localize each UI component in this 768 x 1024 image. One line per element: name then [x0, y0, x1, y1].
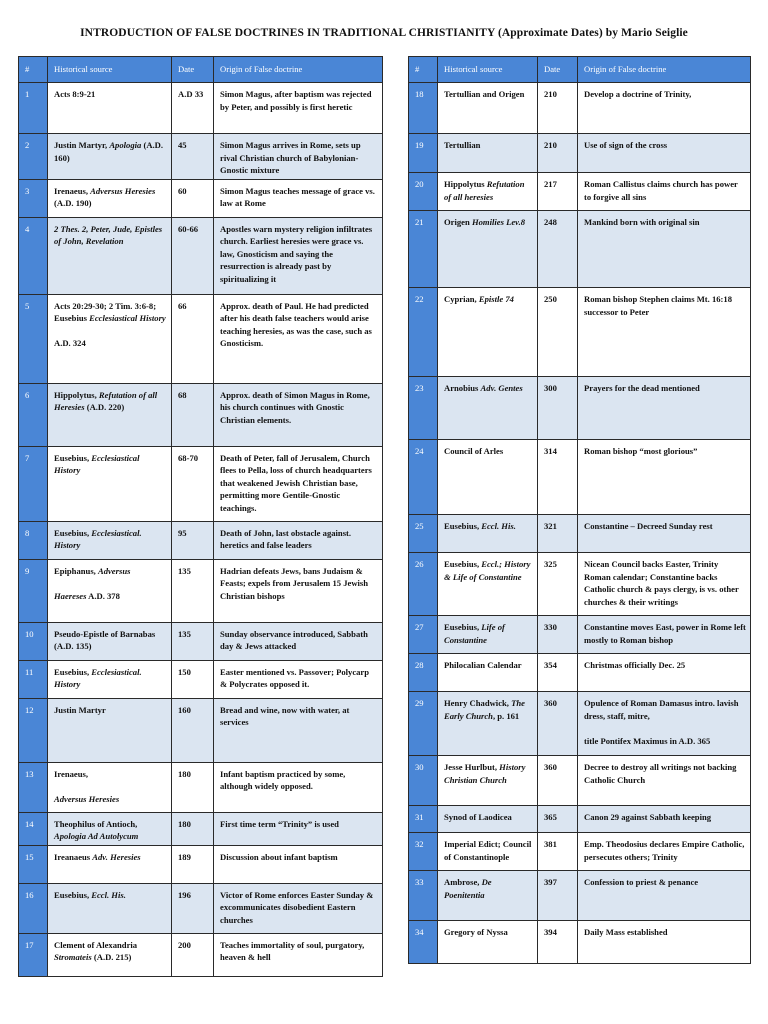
origin-doctrine-cell: Bread and wine, now with water, at services	[214, 698, 383, 762]
date-cell: 68-70	[172, 446, 214, 521]
col-header-num: #	[19, 57, 48, 83]
table-row	[409, 377, 751, 440]
source-text: Adv. Gentes	[480, 383, 523, 393]
row-number: 26	[409, 553, 438, 616]
source-text: , p. 161	[492, 710, 520, 721]
date-cell: 45	[172, 134, 214, 180]
origin-doctrine-cell: Approx. death of Paul. He had predicted after his death false teachers would arise teaching heresies, as was the case, such as Gnosticism.	[214, 294, 383, 383]
source-text: Apologia Ad Autolycum	[54, 831, 139, 841]
source-text: Cyprian,	[444, 294, 479, 304]
source-text: Life of Constantine	[444, 622, 508, 645]
historical-source-cell	[48, 660, 172, 698]
origin-doctrine-cell: Easter mentioned vs. Passover; Polycarp & Polycrates opposed it.	[214, 660, 383, 698]
origin-doctrine-cell: Roman bishop Stephen claims Mt. 16:18 successor to Peter	[578, 288, 751, 377]
date-cell: 68	[172, 383, 214, 446]
origin-doctrine-cell: Daily Mass established	[578, 921, 751, 964]
row-number: 11	[19, 660, 48, 698]
source-text: Ecclesiastical. History	[54, 527, 144, 550]
source-text: (A.D. 215)	[91, 952, 132, 962]
date-cell: 189	[172, 845, 214, 883]
row-number: 34	[409, 921, 438, 964]
historical-source-cell	[48, 294, 172, 383]
source-text: Stromateis	[54, 952, 92, 962]
date-cell: 360	[538, 756, 578, 806]
col-header-origin: Origin of False doctrine	[214, 57, 383, 83]
historical-source-cell	[438, 288, 538, 377]
historical-source-cell	[438, 211, 538, 288]
origin-doctrine-cell: Victor of Rome enforces Easter Sunday & excommunicates disobedient Eastern churches	[214, 883, 383, 933]
table-row	[409, 756, 751, 806]
row-number: 25	[409, 515, 438, 553]
origin-doctrine-cell: Constantine moves East, power in Rome left mostly to Roman bishop	[578, 616, 751, 654]
row-number: 8	[19, 521, 48, 559]
source-text: Adversus Haereses	[54, 565, 131, 601]
source-text: Irenaeus,	[54, 185, 91, 196]
col-header-num: #	[409, 57, 438, 83]
date-cell: 300	[538, 377, 578, 440]
row-number: 9	[19, 559, 48, 622]
date-cell: 160	[172, 698, 214, 762]
source-text: Acts 8:9-21	[54, 89, 96, 99]
historical-source-cell	[48, 845, 172, 883]
doctrine-table-right	[408, 56, 751, 964]
table-row	[19, 521, 383, 559]
source-text: Acts 20:29-30; 2 Tim. 3:6-8; Eusebius	[54, 300, 159, 323]
historical-source-cell	[438, 871, 538, 921]
source-text: Ecclesiastical History	[54, 452, 142, 475]
origin-doctrine-cell: Canon 29 against Sabbath keeping	[578, 806, 751, 833]
source-text: Ambrose,	[444, 877, 482, 887]
table-row	[19, 559, 383, 622]
date-cell: 250	[538, 288, 578, 377]
historical-source-cell	[438, 616, 538, 654]
date-cell: 365	[538, 806, 578, 833]
table-row	[19, 294, 383, 383]
source-text: (A.D. 160)	[54, 140, 166, 163]
date-cell: 196	[172, 883, 214, 933]
date-cell: 314	[538, 440, 578, 515]
source-text: Synod of Laodicea	[444, 812, 512, 822]
source-text: Eusebius,	[54, 527, 92, 538]
row-number: 2	[19, 134, 48, 180]
source-text: Justin Martyr,	[54, 140, 110, 150]
row-number: 21	[409, 211, 438, 288]
date-cell: 60	[172, 179, 214, 217]
source-text: Theophilus of Antioch,	[54, 818, 140, 829]
date-cell: 360	[538, 692, 578, 756]
origin-doctrine-cell: Simon Magus arrives in Rome, sets up rival Christian church of Babylonian-Gnostic mixture	[214, 134, 383, 180]
source-text: Gregory of Nyssa	[444, 927, 508, 937]
origin-doctrine-cell: Decree to destroy all writings not backing Catholic Church	[578, 756, 751, 806]
row-number: 19	[409, 134, 438, 173]
historical-source-cell	[438, 692, 538, 756]
source-text: Arnobius	[444, 383, 481, 393]
col-header-source: Historical source	[438, 57, 538, 83]
source-text: Refutation of all Heresies	[54, 389, 160, 412]
source-text: A.D. 324	[54, 338, 86, 348]
historical-source-cell	[438, 553, 538, 616]
table-row	[19, 883, 383, 933]
row-number: 1	[19, 83, 48, 134]
row-number: 15	[19, 845, 48, 883]
table-row	[409, 871, 751, 921]
origin-doctrine-cell: Develop a doctrine of Trinity,	[578, 83, 751, 134]
date-cell: 394	[538, 921, 578, 964]
row-number: 6	[19, 383, 48, 446]
source-text: Refutation of all heresies	[444, 179, 527, 202]
source-text: History Christian Church	[444, 762, 528, 785]
origin-doctrine-cell: Death of John, last obstacle against. heretics and false leaders	[214, 521, 383, 559]
table-row	[409, 654, 751, 692]
historical-source-cell	[438, 756, 538, 806]
date-cell: 325	[538, 553, 578, 616]
table-row	[19, 217, 383, 294]
source-text: Eusebius,	[54, 452, 92, 463]
historical-source-cell	[48, 134, 172, 180]
date-cell: 95	[172, 521, 214, 559]
source-text: Eusebius,	[444, 521, 482, 531]
source-text: Eusebius,	[54, 666, 92, 677]
historical-source-cell	[438, 377, 538, 440]
table-row	[19, 179, 383, 217]
historical-source-cell	[48, 559, 172, 622]
source-text: Eccl.; History & Life of Constantine	[444, 559, 533, 582]
source-text: Clement of Alexandria	[54, 939, 140, 950]
table-body-left	[19, 83, 383, 977]
origin-doctrine-cell: Approx. death of Simon Magus in Rome, his church continues with Gnostic Christian elements.	[214, 383, 383, 446]
source-text: Adv. Heresies	[92, 851, 141, 862]
date-cell: 397	[538, 871, 578, 921]
row-number: 12	[19, 698, 48, 762]
origin-doctrine-cell: Simon Magus teaches message of grace vs. law at Rome	[214, 179, 383, 217]
table-row	[409, 616, 751, 654]
table-row	[409, 83, 751, 134]
source-text: Eusebius,	[444, 559, 482, 569]
source-text: Epistle 74	[478, 294, 514, 304]
historical-source-cell	[48, 933, 172, 976]
row-number: 3	[19, 179, 48, 217]
row-number: 7	[19, 446, 48, 521]
row-number: 13	[19, 762, 48, 812]
historical-source-cell	[48, 521, 172, 559]
source-text: Ireanaeus	[54, 851, 93, 862]
date-cell: 321	[538, 515, 578, 553]
table-row	[19, 812, 383, 845]
source-text: 2 Thes. 2, Peter, Jude, Epistles of John, Revelation	[54, 223, 165, 246]
row-number: 24	[409, 440, 438, 515]
date-cell: 135	[172, 559, 214, 622]
table-row	[19, 762, 383, 812]
doctrine-table-left	[18, 56, 383, 977]
row-number: 17	[19, 933, 48, 976]
date-cell: 330	[538, 616, 578, 654]
table-row	[409, 833, 751, 871]
origin-doctrine-cell: Infant baptism practiced by some, although widely opposed.	[214, 762, 383, 812]
row-number: 10	[19, 622, 48, 660]
source-text: Pseudo-Epistle of Barnabas (A.D. 135)	[54, 628, 158, 651]
historical-source-cell	[438, 134, 538, 173]
origin-doctrine-cell: Prayers for the dead mentioned	[578, 377, 751, 440]
row-number: 31	[409, 806, 438, 833]
table-row	[409, 553, 751, 616]
origin-doctrine-cell: Christmas officially Dec. 25	[578, 654, 751, 692]
table-row	[19, 83, 383, 134]
historical-source-cell	[48, 762, 172, 812]
table-body-right	[409, 83, 751, 964]
source-text: Hippolytus,	[54, 389, 99, 400]
date-cell: 135	[172, 622, 214, 660]
col-header-origin: Origin of False doctrine	[578, 57, 751, 83]
source-text: A.D. 378	[86, 590, 120, 601]
source-text: (A.D. 190)	[54, 185, 158, 208]
table-row	[409, 288, 751, 377]
historical-source-cell	[48, 179, 172, 217]
origin-doctrine-cell: Roman bishop “most glorious”	[578, 440, 751, 515]
source-text: Ecclesiastical. History	[54, 666, 144, 689]
date-cell: 248	[538, 211, 578, 288]
historical-source-cell	[438, 921, 538, 964]
row-number: 5	[19, 294, 48, 383]
origin-doctrine-cell: Discussion about infant baptism	[214, 845, 383, 883]
table-row	[409, 134, 751, 173]
table-row	[19, 446, 383, 521]
row-number: 27	[409, 616, 438, 654]
historical-source-cell	[48, 812, 172, 845]
source-text: The Early Church	[444, 698, 528, 721]
origin-doctrine-cell: Confession to priest & penance	[578, 871, 751, 921]
row-number: 22	[409, 288, 438, 377]
date-cell: 210	[538, 134, 578, 173]
date-cell: 200	[172, 933, 214, 976]
origin-doctrine-cell: Nicean Council backs Easter, Trinity Roman calendar; Constantine backs Catholic church & pays clergy, is vs. other churches & their writings	[578, 553, 751, 616]
origin-doctrine-cell: Opulence of Roman Damasus intro. lavish dress, staff, mitre, title Pontifex Maximus in A.D. 365	[578, 692, 751, 756]
row-number: 32	[409, 833, 438, 871]
origin-doctrine-cell: Mankind born with original sin	[578, 211, 751, 288]
row-number: 20	[409, 173, 438, 211]
historical-source-cell	[438, 173, 538, 211]
row-number: 14	[19, 812, 48, 845]
date-cell: 210	[538, 83, 578, 134]
table-row	[19, 622, 383, 660]
table-row	[19, 383, 383, 446]
date-cell: 381	[538, 833, 578, 871]
table-row	[409, 806, 751, 833]
historical-source-cell	[48, 622, 172, 660]
table-row	[19, 933, 383, 976]
table-row	[19, 845, 383, 883]
source-text: Tertullian	[444, 140, 481, 150]
source-text: Philocalian Calendar	[444, 660, 522, 670]
date-cell: A.D 33	[172, 83, 214, 134]
origin-doctrine-cell: Hadrian defeats Jews, bans Judaism & Feasts; expels from Jerusalem 15 Jewish Christian bishops	[214, 559, 383, 622]
origin-doctrine-cell: First time term “Trinity” is used	[214, 812, 383, 845]
source-text: Eccl. His.	[481, 521, 516, 531]
source-text: Apologia	[109, 140, 142, 150]
table-header-row	[19, 57, 383, 83]
source-text: Justin Martyr	[54, 704, 106, 715]
source-text: Eccl. His.	[91, 889, 126, 900]
source-text: Epiphanus,	[54, 565, 98, 576]
source-text: Council of Arles	[444, 446, 504, 456]
source-text: Henry Chadwick,	[444, 698, 512, 708]
source-text: Eusebius,	[444, 622, 482, 632]
source-text: (A.D. 220)	[84, 402, 125, 412]
origin-doctrine-cell: Emp. Theodosius declares Empire Catholic, persecutes others; Trinity	[578, 833, 751, 871]
date-cell: 180	[172, 762, 214, 812]
source-text: Adversus Heresies	[90, 185, 156, 196]
col-header-source: Historical source	[48, 57, 172, 83]
row-number: 28	[409, 654, 438, 692]
table-row	[19, 134, 383, 180]
table-row	[409, 440, 751, 515]
page-title: INTRODUCTION OF FALSE DOCTRINES IN TRADITIONAL CHRISTIANITY (Approximate Dates) by Mario Seiglie	[80, 27, 688, 39]
origin-doctrine-cell: Constantine – Decreed Sunday rest	[578, 515, 751, 553]
table-row	[409, 921, 751, 964]
origin-doctrine-cell: Death of Peter, fall of Jerusalem, Church flees to Pella, loss of church headquarters that weakened Jewish Christian base, permitting more Gentile-Gnostic teachings.	[214, 446, 383, 521]
row-number: 4	[19, 217, 48, 294]
date-cell: 180	[172, 812, 214, 845]
historical-source-cell	[48, 446, 172, 521]
row-number: 16	[19, 883, 48, 933]
origin-doctrine-cell: Sunday observance introduced, Sabbath day & Jews attacked	[214, 622, 383, 660]
source-text: Origen	[444, 217, 472, 227]
source-text: Eusebius,	[54, 889, 92, 900]
table-row	[19, 660, 383, 698]
date-cell: 354	[538, 654, 578, 692]
historical-source-cell	[48, 217, 172, 294]
row-number: 18	[409, 83, 438, 134]
historical-source-cell	[438, 440, 538, 515]
historical-source-cell	[438, 833, 538, 871]
source-text: Adversus Heresies	[54, 793, 120, 804]
historical-source-cell	[48, 383, 172, 446]
row-number: 33	[409, 871, 438, 921]
historical-source-cell	[438, 83, 538, 134]
source-text: Tertullian and Origen	[444, 89, 525, 99]
table-row	[409, 173, 751, 211]
origin-doctrine-cell: Teaches immortality of soul, purgatory, heaven & hell	[214, 933, 383, 976]
col-header-date: Date	[172, 57, 214, 83]
historical-source-cell	[438, 654, 538, 692]
origin-doctrine-cell: Use of sign of the cross	[578, 134, 751, 173]
table-row	[409, 211, 751, 288]
table-header-row	[409, 57, 751, 83]
source-text: Ecclesiastical History	[89, 313, 166, 323]
table-row	[409, 692, 751, 756]
date-cell: 60-66	[172, 217, 214, 294]
date-cell: 150	[172, 660, 214, 698]
origin-doctrine-cell: Apostles warn mystery religion infiltrates church. Earliest heresies were grace vs. law, Gnosticism and saying the resurrection is already past by spiritualizing it	[214, 217, 383, 294]
table-row	[19, 698, 383, 762]
row-number: 30	[409, 756, 438, 806]
historical-source-cell	[48, 83, 172, 134]
historical-source-cell	[48, 883, 172, 933]
source-text: Homilies Lev.8	[471, 217, 526, 227]
row-number: 23	[409, 377, 438, 440]
table-row	[409, 515, 751, 553]
origin-doctrine-cell: Roman Callistus claims church has power to forgive all sins	[578, 173, 751, 211]
source-text: Hippolytus	[444, 179, 487, 189]
historical-source-cell	[438, 806, 538, 833]
date-cell: 66	[172, 294, 214, 383]
source-text: Jesse Hurlbut,	[444, 762, 500, 772]
historical-source-cell	[438, 515, 538, 553]
source-text: Irenaeus,	[54, 768, 88, 779]
historical-source-cell	[48, 698, 172, 762]
origin-doctrine-cell: Simon Magus, after baptism was rejected by Peter, and possibly is first heretic	[214, 83, 383, 134]
col-header-date: Date	[538, 57, 578, 83]
row-number: 29	[409, 692, 438, 756]
source-text: Imperial Edict; Council of Constantinople	[444, 839, 534, 862]
date-cell: 217	[538, 173, 578, 211]
source-text: De Poenitentia	[444, 877, 494, 900]
